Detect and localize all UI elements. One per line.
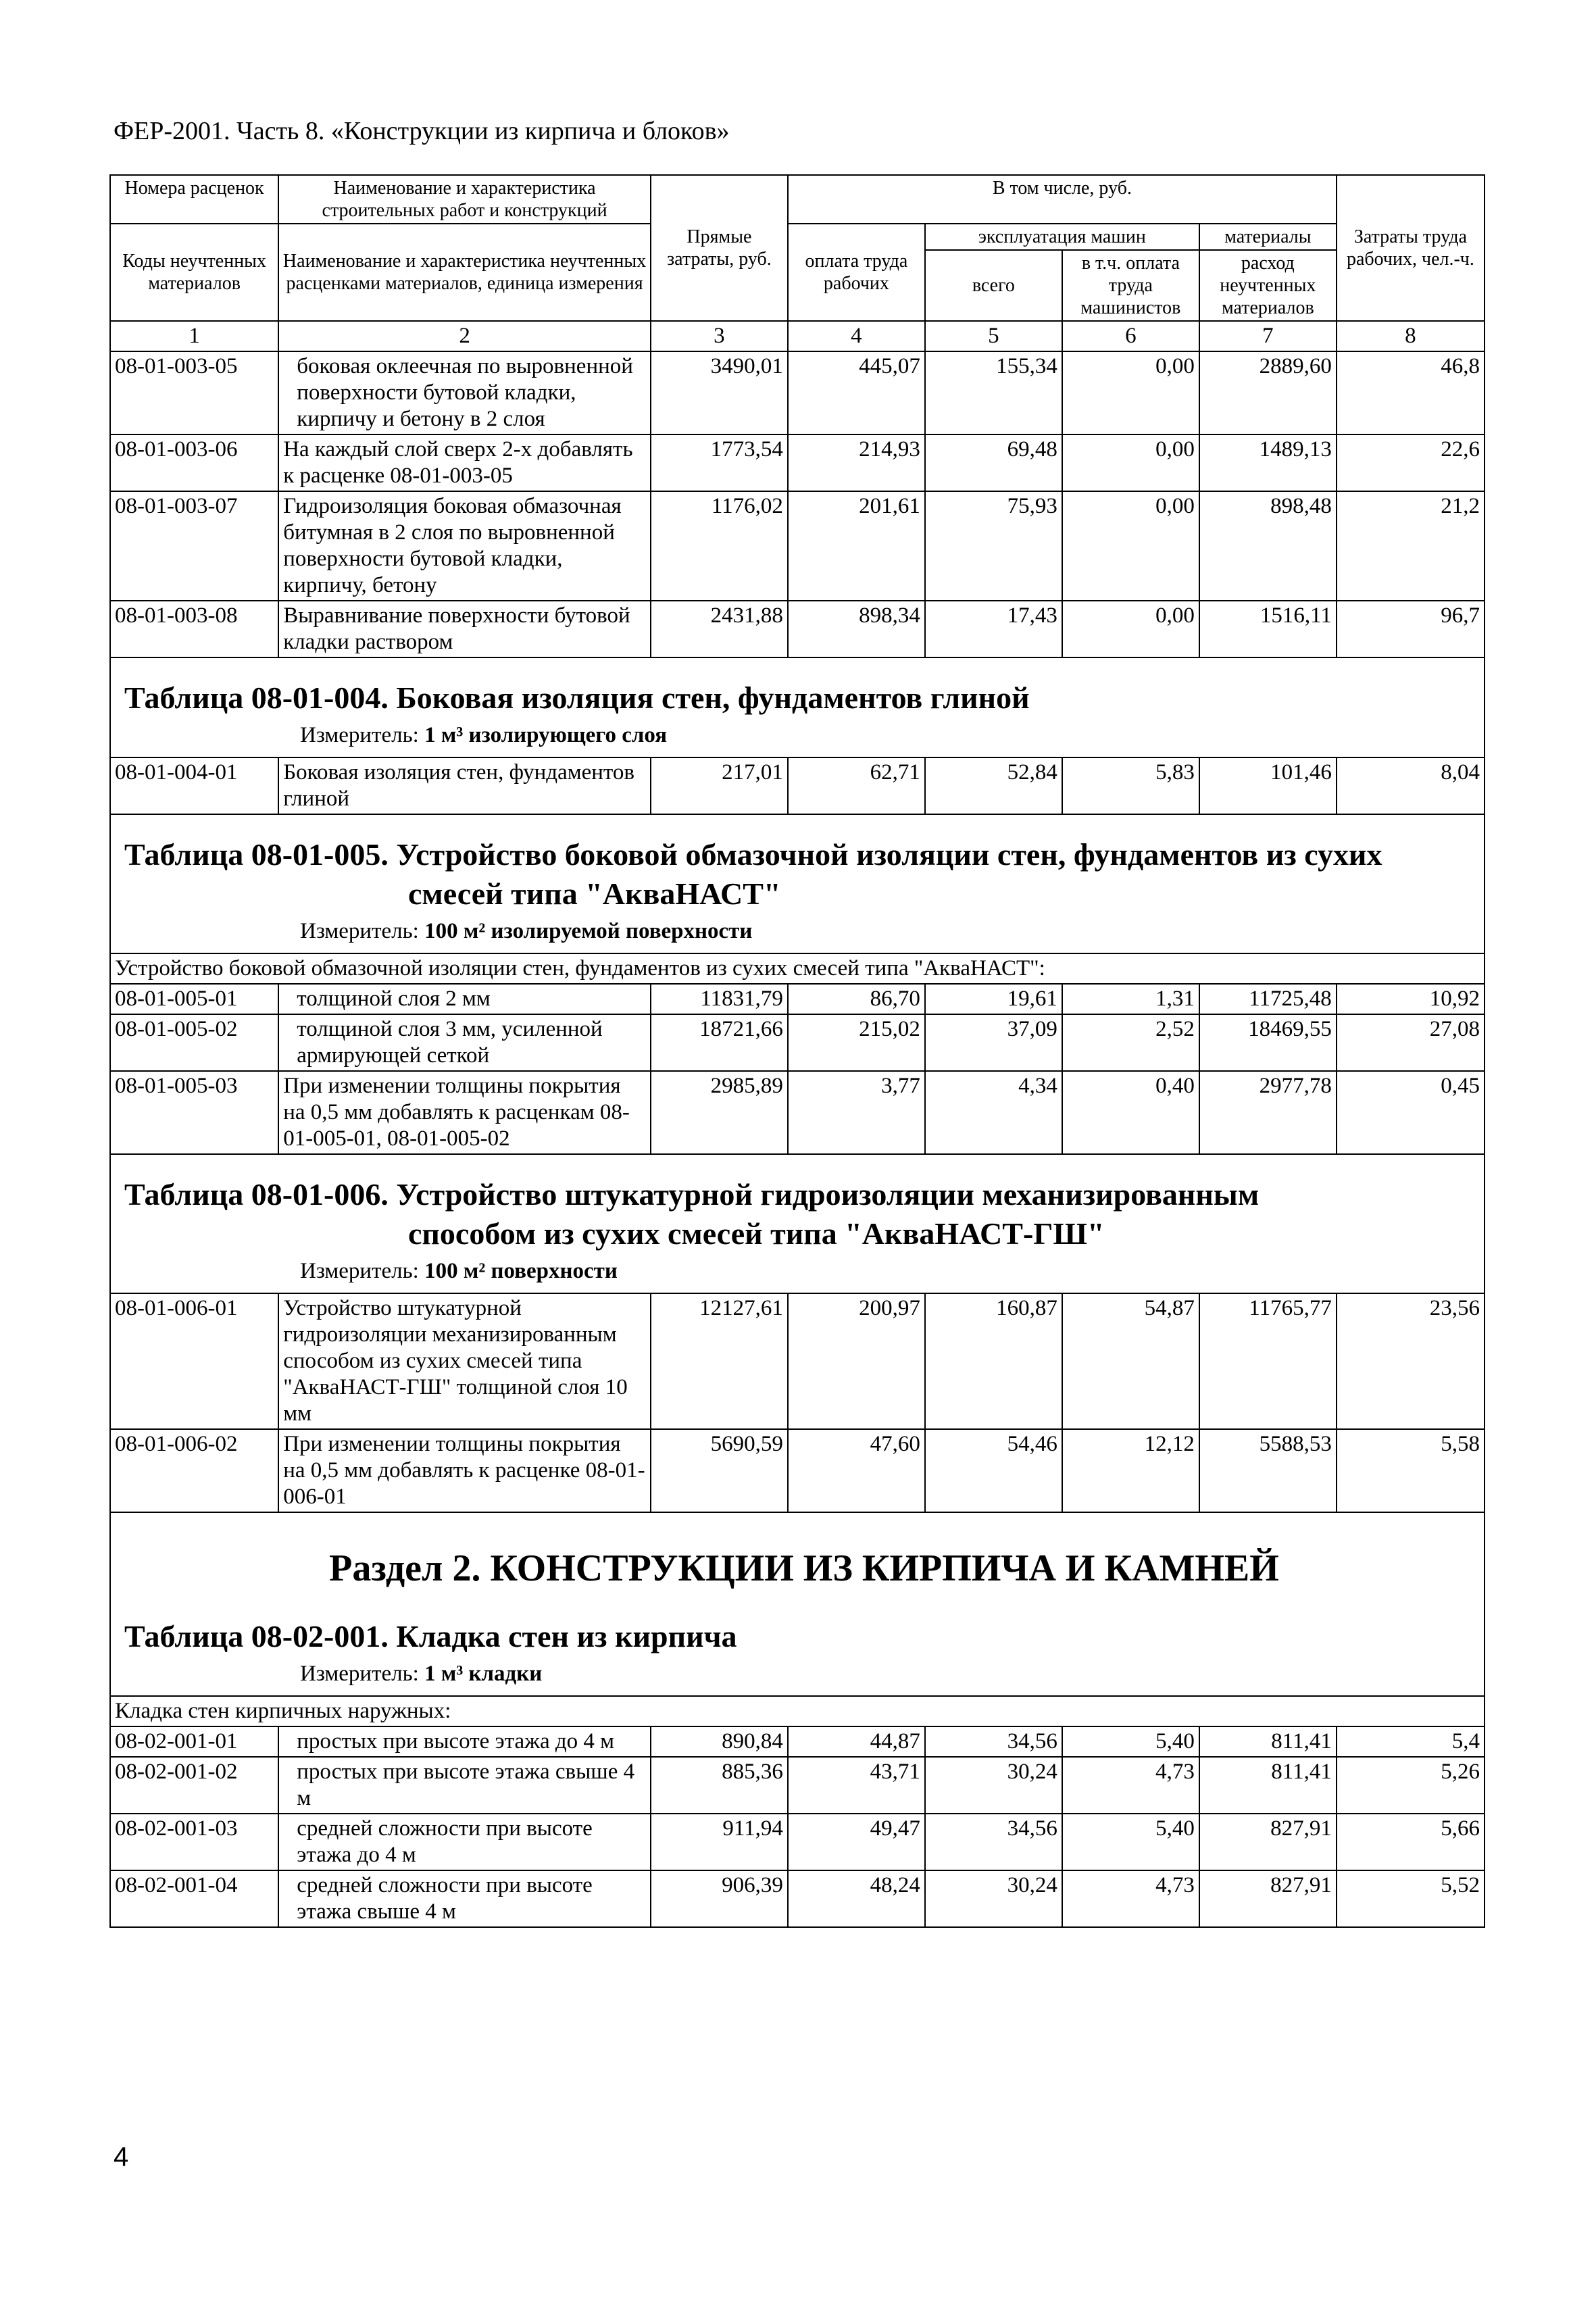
table-row: 08-01-006-01 Устройство штукатурной гидроизоляции механизированным способом из сухих смесей типа "АкваНАСТ-ГШ" толщиной слоя 10 мм 12127,61 200,97 160,87 54,87 11765,77 23,56 (110, 1293, 1485, 1429)
meter-line: Измеритель: 1 м³ кладки (300, 1662, 543, 1686)
table-row: 08-02-001-02 простых при высоте этажа свыше 4 м 885,36 43,71 30,24 4,73 811,41 5,26 (110, 1757, 1485, 1814)
document-frame (109, 174, 1485, 1928)
meter-line: Измеритель: 100 м² поверхности (300, 1259, 618, 1283)
table-title: Таблица 08-01-006. Устройство штукатурной гидроизоляции механизированным способом из сухих смесей типа "АкваНАСТ-ГШ" (124, 1177, 1260, 1251)
table-row: 08-01-004-01 Боковая изоляция стен, фундаментов глиной 217,01 62,71 52,84 5,83 101,46 8,04 (110, 757, 1485, 814)
column-numbers-row: 1 2 3 4 5 6 7 8 (110, 321, 1485, 351)
table-row: 08-01-003-08 Выравнивание поверхности бутовой кладки раствором 2431,88 898,34 17,43 0,00 1516,11 96,7 (110, 601, 1485, 657)
col-machinists-pay: в т.ч. оплата труда машинистов (1062, 250, 1199, 321)
table-08-01-004 (109, 757, 1485, 815)
table-row: 08-01-005-01 толщиной слоя 2 мм 11831,79 86,70 19,61 1,31 11725,48 10,92 (110, 984, 1485, 1014)
col-direct-costs: Прямые затраты, руб. (651, 175, 788, 321)
col-including: В том числе, руб. (788, 175, 1337, 224)
col-name-top: Наименование и характеристика строительных работ и конструкций (278, 175, 651, 224)
page-header: ФЕР-2001. Часть 8. «Конструкции из кирпича и блоков» (114, 117, 730, 145)
table-title: Таблица 08-02-001. Кладка стен из кирпича (124, 1619, 737, 1653)
table-row: 08-01-005-02 толщиной слоя 3 мм, усиленной армирующей сеткой 18721,66 215,02 37,09 2,52 18469,55 27,08 (110, 1014, 1485, 1071)
table-08-01-005-heading (109, 815, 1485, 953)
col-materials: материалы (1199, 224, 1337, 250)
meter-line: Измеритель: 100 м² изолируемой поверхности (300, 919, 753, 943)
col-labor-pay: оплата труда рабочих (788, 224, 925, 321)
col-name-bottom: Наименование и характеристика неучтенных расценками материалов, единица измерения (278, 224, 651, 321)
col-labor-hours: Затраты труда рабочих, чел.-ч. (1337, 175, 1485, 321)
table-08-01-005 (109, 953, 1485, 1155)
table-row: 08-02-001-01 простых при высоте этажа до 4 м 890,84 44,87 34,56 5,40 811,41 5,4 (110, 1726, 1485, 1757)
table-row: 08-01-005-03 При изменении толщины покрытия на 0,5 мм добавлять к расценкам 08-01-005-01, 08-01-005-02 2985,89 3,77 4,34 0,40 2977,78 0,45 (110, 1071, 1485, 1154)
page-number: 4 (114, 2142, 129, 2172)
section-title: Раздел 2. КОНСТРУКЦИИ ИЗ КИРПИЧА И КАМНЕЙ (329, 1547, 1279, 1589)
header-table (109, 174, 1485, 658)
table-row: 08-02-001-03 средней сложности при высоте этажа до 4 м 911,94 49,47 34,56 5,40 827,91 5,66 (110, 1814, 1485, 1870)
col-machines: эксплуатация машин (925, 224, 1199, 250)
col-unaccounted-materials: расход неучтенных материалов (1199, 250, 1337, 321)
table-row: 08-01-006-02 При изменении толщины покрытия на 0,5 мм добавлять к расценке 08-01-006-01 5690,59 47,60 54,46 12,12 5588,53 5,58 (110, 1429, 1485, 1512)
table-row: 08-01-003-07 Гидроизоляция боковая обмазочная битумная в 2 слоя по выровненной поверхности бутовой кладки, кирпичу, бетону 1176,02 201,61 75,93 0,00 898,48 21,2 (110, 491, 1485, 601)
table-row: 08-02-001-04 средней сложности при высоте этажа свыше 4 м 906,39 48,24 30,24 4,73 827,91 5,52 (110, 1870, 1485, 1927)
meter-line: Измеритель: 1 м³ изолирующего слоя (300, 723, 668, 747)
table-row: 08-01-003-06 На каждый слой сверх 2-х добавлять к расценке 08-01-003-05 1773,54 214,93 69,48 0,00 1489,13 22,6 (110, 434, 1485, 491)
table-subheading: Кладка стен кирпичных наружных: (110, 1696, 1485, 1726)
table-08-01-006-heading (109, 1155, 1485, 1293)
section-2-heading (109, 1513, 1485, 1695)
table-title: Таблица 08-01-005. Устройство боковой обмазочной изоляции стен, фундаментов из сухих смесей типа "АкваНАСТ" (124, 837, 1382, 911)
col-codes-bottom: Коды неучтенных материалов (110, 224, 278, 321)
col-codes-top: Номера расценок (110, 175, 278, 224)
table-08-02-001 (109, 1695, 1485, 1928)
table-title: Таблица 08-01-004. Боковая изоляция стен, фундаментов глиной (124, 680, 1030, 715)
table-subheading: Устройство боковой обмазочной изоляции стен, фундаментов из сухих смесей типа "АкваНАСТ": (110, 953, 1485, 984)
table-08-01-004-heading (109, 658, 1485, 757)
table-08-01-006 (109, 1293, 1485, 1513)
col-machines-total: всего (925, 250, 1062, 321)
table-row: 08-01-003-05 боковая оклеечная по выровненной поверхности бутовой кладки, кирпичу и бетону в 2 слоя 3490,01 445,07 155,34 0,00 2889,60 46,8 (110, 351, 1485, 434)
